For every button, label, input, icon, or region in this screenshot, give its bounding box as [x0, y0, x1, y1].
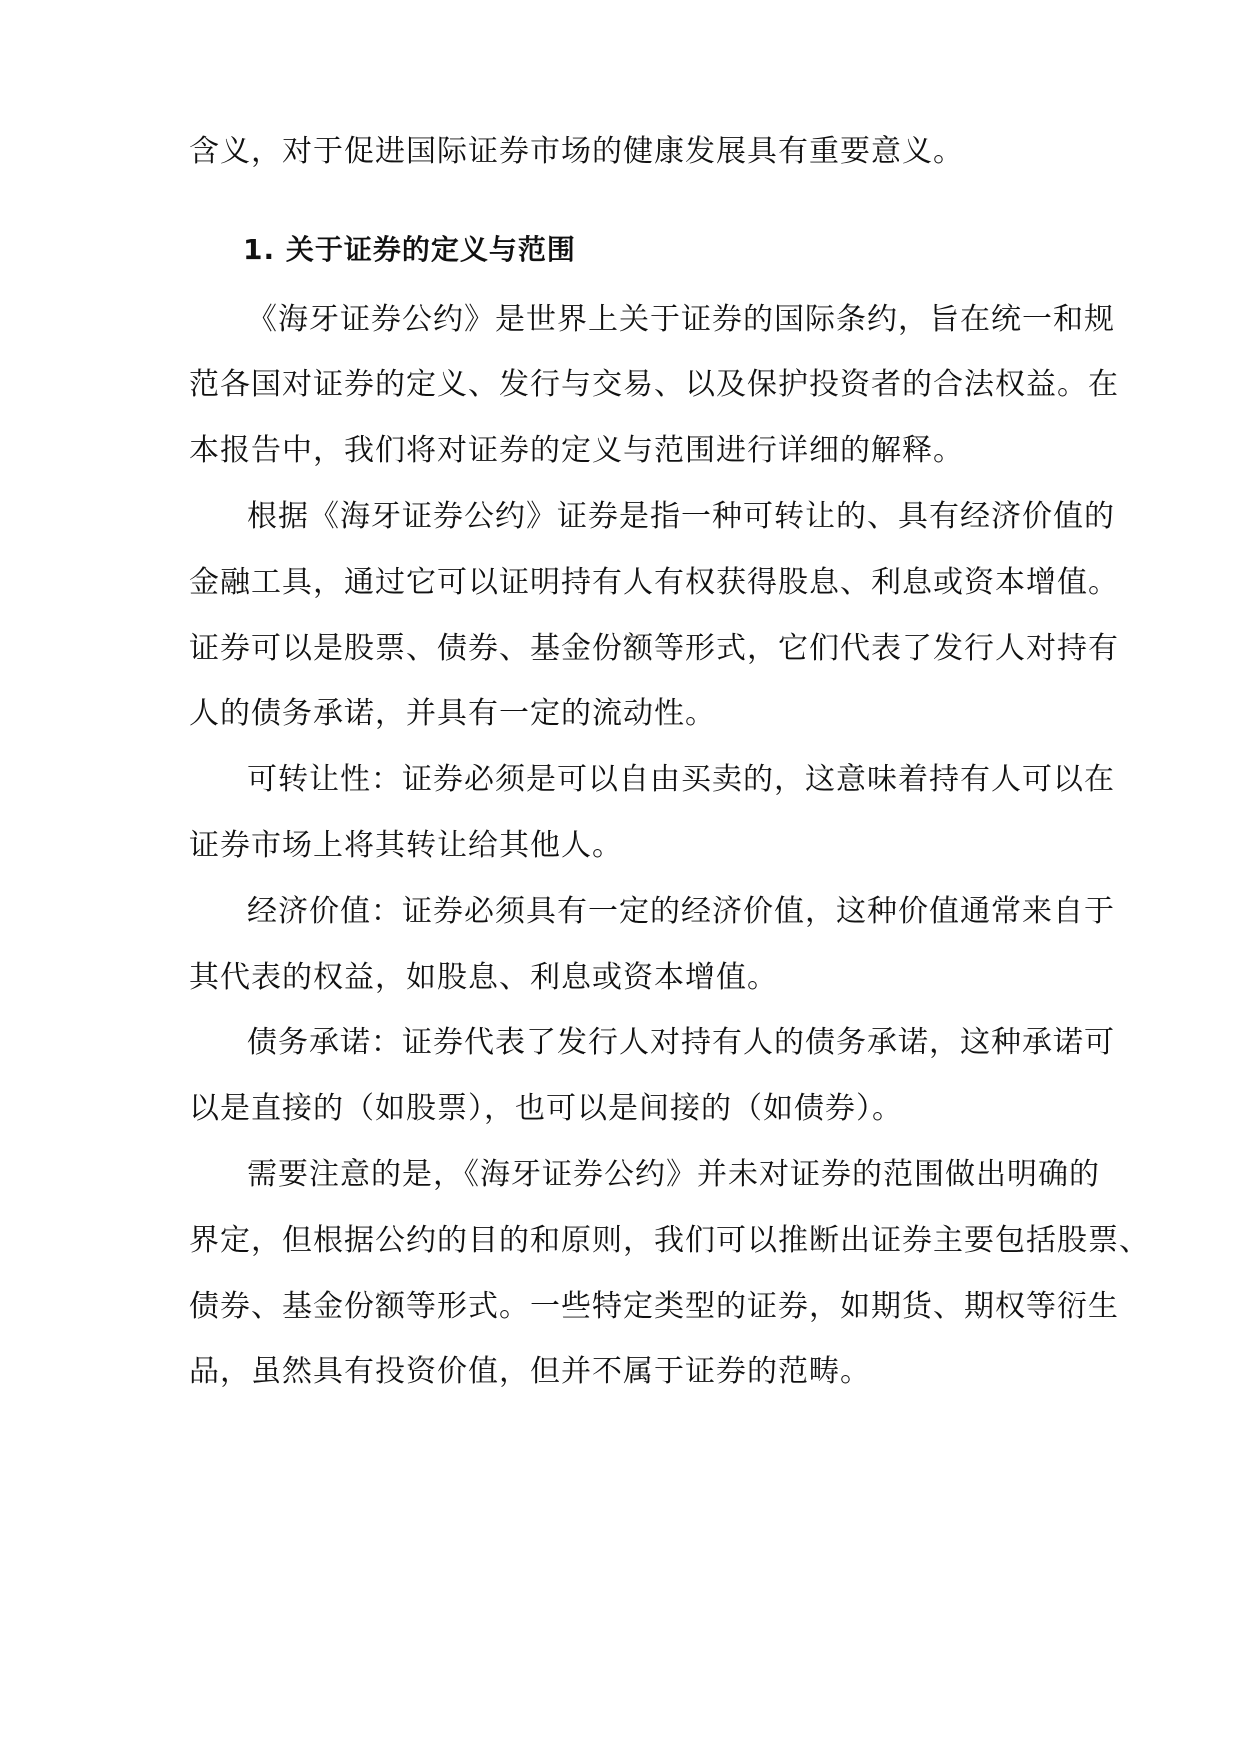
- paragraph-line: 《海牙证券公约》是世界上关于证券的国际条约，旨在统一和规: [247, 302, 1115, 337]
- paragraph-line: 证券可以是股票、债券、基金份额等形式，它们代表了发行人对持有: [189, 631, 1119, 666]
- paragraph-line: 债务承诺：证券代表了发行人对持有人的债务承诺，这种承诺可: [247, 1025, 1115, 1060]
- paragraph-line: 本报告中，我们将对证券的定义与范围进行详细的解释。: [189, 433, 964, 468]
- paragraph-line: 范各国对证券的定义、发行与交易、以及保护投资者的合法权益。在: [189, 367, 1119, 402]
- paragraph-line: 经济价值：证券必须具有一定的经济价值，这种价值通常来自于: [247, 894, 1115, 929]
- paragraph-line: 证券市场上将其转让给其他人。: [189, 828, 623, 863]
- paragraph-line: 品，虽然具有投资价值，但并不属于证券的范畴。: [189, 1354, 871, 1389]
- paragraph-line: 根据《海牙证券公约》证券是指一种可转让的、具有经济价值的: [247, 499, 1115, 534]
- paragraph-line: 含义，对于促进国际证券市场的健康发展具有重要意义。: [189, 134, 964, 169]
- paragraph-line: 人的债务承诺，并具有一定的流动性。: [189, 696, 716, 731]
- paragraph-line: 债券、基金份额等形式。一些特定类型的证券，如期货、期权等衍生: [189, 1289, 1119, 1324]
- paragraph-line: 以是直接的（如股票），也可以是间接的（如债券）。: [189, 1091, 903, 1126]
- paragraph-line: 金融工具，通过它可以证明持有人有权获得股息、利息或资本增值。: [189, 565, 1119, 600]
- paragraph-line: 其代表的权益，如股息、利息或资本增值。: [189, 960, 778, 995]
- paragraph-line: 可转让性：证券必须是可以自由买卖的，这意味着持有人可以在: [247, 762, 1115, 797]
- paragraph-line: 界定，但根据公约的目的和原则，我们可以推断出证券主要包括股票、: [189, 1223, 1150, 1258]
- section-heading: 1. 关于证券的定义与范围: [243, 233, 576, 266]
- paragraph-line: 需要注意的是，《海牙证券公约》并未对证券的范围做出明确的: [247, 1157, 1100, 1192]
